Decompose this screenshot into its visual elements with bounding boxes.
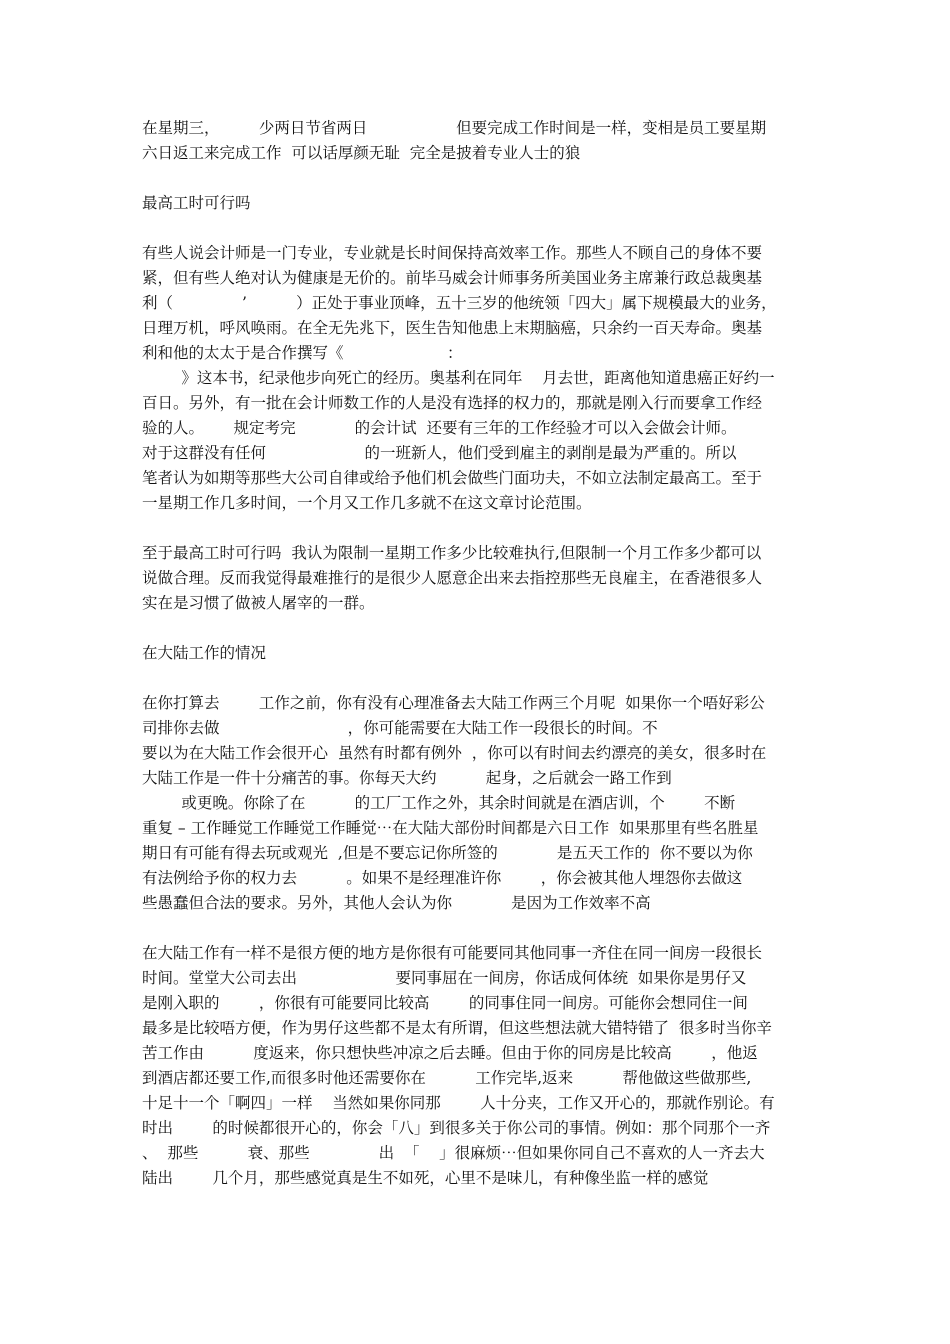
text-line: 要以为在大陆工作会很开心 虽然有时都有例外 ，你可以有时间去约漂亮的美女，很多时在 [142, 744, 767, 762]
text-line: 笔者认为如期等那些大公司自律或给予他们机会做些门面功夫，不如立法制定最高工。至于 [142, 469, 763, 487]
text-line: 时出 的时候都很开心的，你会「八」到很多关于你公司的事情。例如：那个同那个一齐 [142, 1119, 771, 1137]
text-line: 六日返工来完成工作 可以话厚颜无耻 完全是披着专业人士的狼 [142, 144, 581, 162]
text-line: 验的人。 规定考完 的会计试 还要有三年的工作经验才可以入会做会计师。 [142, 419, 737, 437]
text-line: 紧，但有些人绝对认为健康是无价的。前毕马威会计师事务所美国业务主席兼行政总裁奥基 [142, 269, 763, 287]
text-line: 最多是比较唔方便，作为男仔这些都不是太有所谓，但这些想法就大错特错了 很多时当你辛 [142, 1019, 772, 1037]
text-line: 司排你去做 ，你可能需要在大陆工作一段很长的时间。不 [142, 719, 658, 737]
text-line: 有法例给予你的权力去 。如果不是经理准许你 ，你会被其他人埋怨你去做这 [142, 869, 743, 887]
text-line: 有些人说会计师是一门专业，专业就是长时间保持高效率工作。那些人不顾自己的身体不要 [142, 244, 763, 262]
text-line: 在大陆工作有一样不是很方便的地方是你很有可能要同其他同事一齐住在同一间房一段很长 [142, 944, 763, 962]
text-line: 十足十一个「啊四」一样 当然如果你同那 人十分夹，工作又开心的，那就作别论。有 [142, 1094, 775, 1112]
text-line: 利和他的太太于是合作撰写《 ： [142, 344, 463, 362]
text-line: 说做合理。反而我觉得最难推行的是很少人愿意企出来去指控那些无良雇主，在香港很多人 [142, 569, 763, 587]
text-line: 至于最高工时可行吗 我认为限制一星期工作多少比较难执行,但限制一个月工作多少都可以 [142, 544, 762, 562]
text-line: 陆出 几个月，那些感觉真是生不如死，心里不是味儿，有种像坐监一样的感觉 [142, 1169, 709, 1187]
text-line: 百日。另外，有一批在会计师数工作的人是没有选择的权力的，那就是刚入行而要拿工作经 [142, 394, 763, 412]
text-line: 在星期三， 少两日节省两日 但要完成工作时间是一样，变相是员工要星期 [142, 119, 767, 137]
section-heading: 在大陆工作的情况 [142, 644, 267, 662]
text-line: 苦工作由 度返来，你只想快些冲凉之后去睡。但由于你的同房是比较高 ，他返 [142, 1044, 758, 1062]
text-line: 时间。堂堂大公司去出 要同事屈在一间房，你话成何体统 如果你是男仔又 [142, 969, 747, 987]
text-line: 、 那些 衰、那些 出 「 」很麻烦⋯但如果你同自己不喜欢的人一齐去大 [142, 1144, 765, 1162]
text-line: 对于这群没有任何 的一班新人，他们受到雇主的剥削是最为严重的。所以 [142, 444, 737, 462]
text-line: 些愚蠢但合法的要求。另外，其他人会认为你 是因为工作效率不高 [142, 894, 651, 912]
text-line: 到酒店都还要工作,而很多时他还需要你在 工作完毕,返来 帮他做这些做那些, [142, 1069, 752, 1087]
text-line: 大陆工作是一件十分痛苦的事。你每天大约 起身，之后就会一路工作到 [142, 769, 672, 787]
text-line: 重复 – 工作睡觉工作睡觉工作睡觉⋯在大陆大部份时间都是六日工作 如果那里有些名胜星 [142, 819, 759, 837]
text-line: 期日有可能有得去玩或观光 ,但是不要忘记你所签的 是五天工作的 你不要以为你 [142, 844, 753, 862]
section-heading: 最高工时可行吗 [142, 194, 251, 212]
text-line: 一星期工作几多时间，一个月又工作几多就不在这文章讨论范围。 [142, 494, 592, 512]
text-line: 或更晚。你除了在 的工厂工作之外，其余时间就是在酒店训，个 不断 [142, 794, 736, 812]
text-line: 日理万机，呼风唤雨。在全无先兆下，医生告知他患上末期脑癌，只余约一百天寿命。奥基 [142, 319, 763, 337]
text-line: 实在是习惯了做被人屠宰的一群。 [142, 594, 375, 612]
text-line: 利（ ’ ）正处于事业顶峰，五十三岁的他统领「四大」属下规模最大的业务， [142, 294, 777, 312]
text-line: 在你打算去 工作之前，你有没有心理准备去大陆工作两三个月呢 如果你一个唔好彩公 [142, 694, 765, 712]
text-line: 是刚入职的 ，你很有可能要同比较高 的同事住同一间房。可能你会想同住一间 [142, 994, 748, 1012]
text-line: 》这本书，纪录他步向死亡的经历。奥基利在同年 月去世，距离他知道患癌正好约一 [142, 369, 775, 387]
